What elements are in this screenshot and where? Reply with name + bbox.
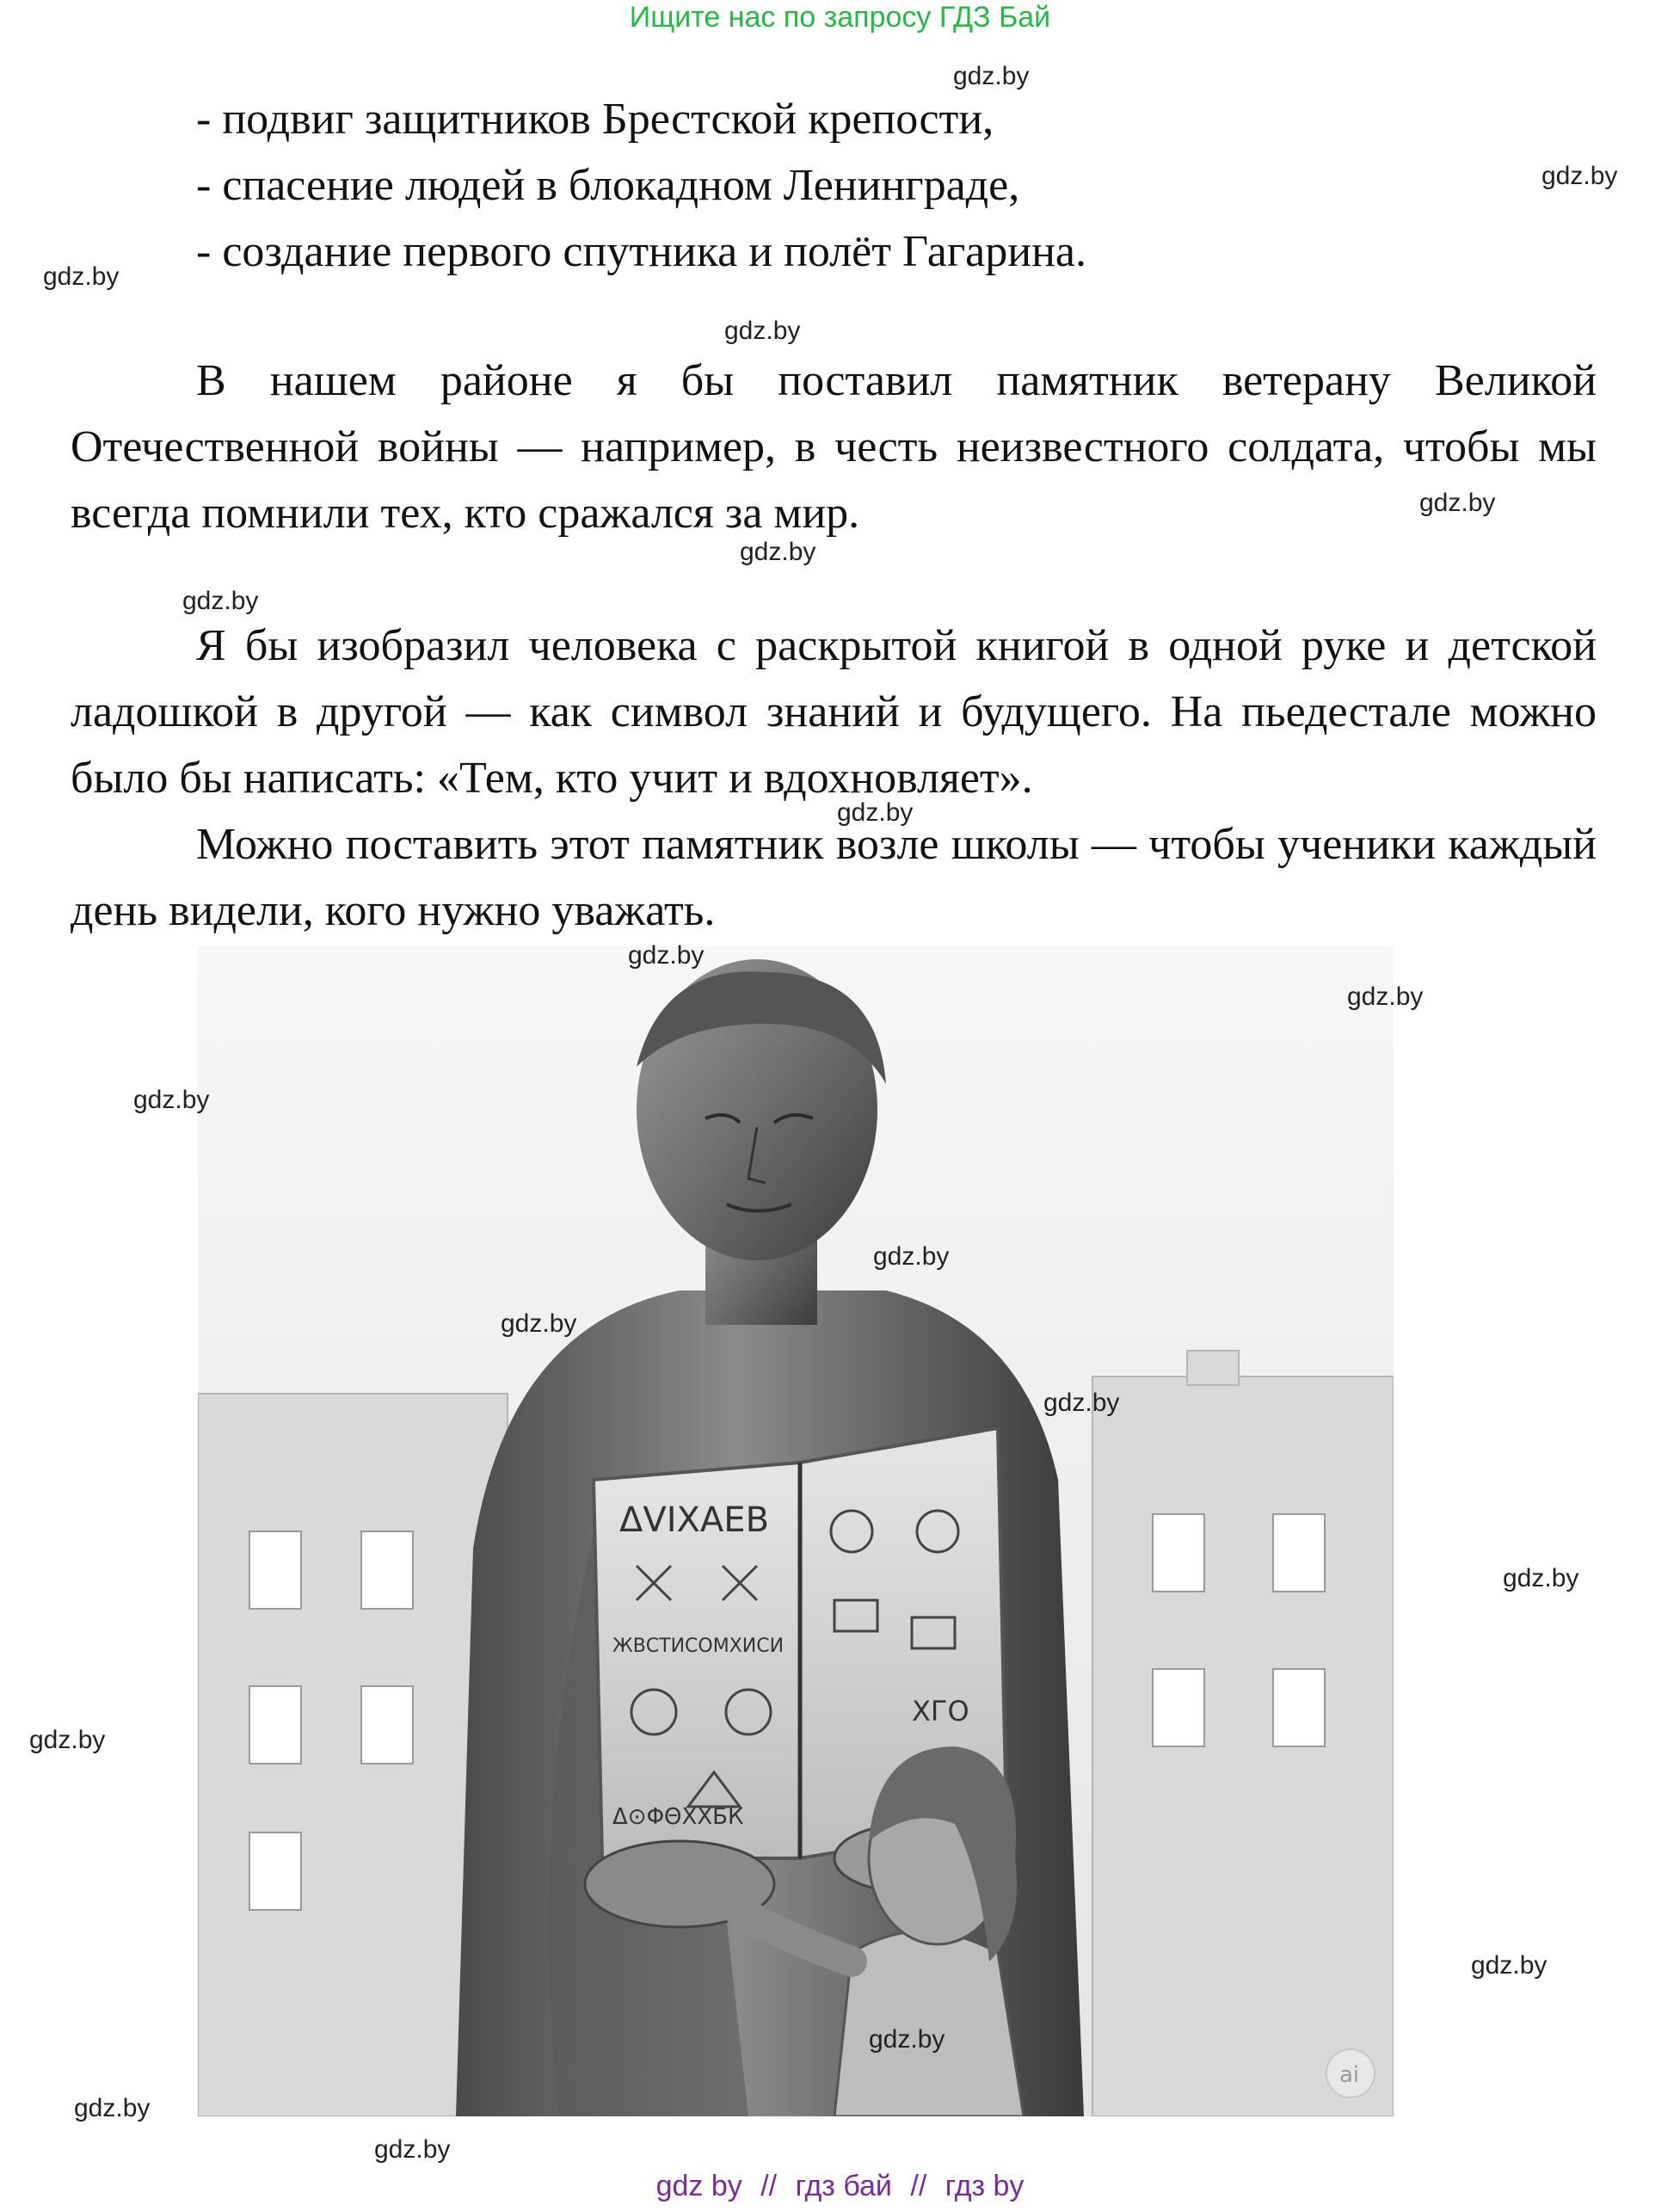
paragraph-monument-design: Я бы изобразил человека с раскрытой книгой в одной руке и детской ладошкой в другой — как символ знаний и будущего. На пьедестале можно было бы написать: «Тем, кто учит и вдохновляет». xyxy=(71,621,1597,803)
footer-links xyxy=(0,2170,1680,2203)
footer-separator: // xyxy=(760,2170,778,2202)
watermark: gdz.by xyxy=(724,317,801,345)
watermark: gdz.by xyxy=(869,2025,945,2054)
watermark: gdz.by xyxy=(43,262,120,291)
footer-separator: // xyxy=(910,2170,927,2202)
watermark: gdz.by xyxy=(628,941,705,970)
watermark: gdz.by xyxy=(1542,162,1618,190)
book-left-bottom: Δ⊙ΦΘXXБК xyxy=(612,1804,744,1830)
monument-illustration xyxy=(198,946,1394,2116)
watermark: gdz.by xyxy=(837,798,914,827)
book-right-text: XГО xyxy=(912,1695,969,1728)
bullet-item: - подвиг защитников Брестской крепости, xyxy=(196,95,994,144)
paragraph-monument-location: В нашем районе я бы поставил памятник ветерану Великой Отечественной войны — например, в честь неизвестного солдата, чтобы мы всегда помнили тех, кто сражался за мир. xyxy=(71,356,1597,538)
bullet-item: - спасение людей в блокадном Ленинграде, xyxy=(196,161,1020,210)
watermark: gdz.by xyxy=(1419,489,1496,517)
watermark: gdz.by xyxy=(1347,982,1424,1011)
watermark: gdz.by xyxy=(501,1309,577,1338)
watermark: gdz.by xyxy=(740,538,816,566)
paragraph-monument-place: Можно поставить этот памятник возле школы — чтобы ученики каждый день видели, кого нужно уважать. xyxy=(71,820,1597,935)
watermark: gdz.by xyxy=(374,2135,451,2164)
bullet-item: - создание первого спутника и полёт Гагарина. xyxy=(196,227,1086,276)
footer-link-gdz-by[interactable]: gdz by xyxy=(655,2170,742,2202)
search-hint-link[interactable]: Ищите нас по запросу ГДЗ Бай xyxy=(629,1,1051,34)
monument-drawing xyxy=(198,946,1394,2116)
watermark: gdz.by xyxy=(1503,1564,1579,1592)
ai-badge: ai xyxy=(1339,2062,1360,2088)
watermark: gdz.by xyxy=(74,2094,151,2122)
watermark: gdz.by xyxy=(873,1242,950,1271)
watermark: gdz.by xyxy=(1471,1951,1548,1980)
watermark: gdz.by xyxy=(1043,1389,1120,1417)
bullet-list xyxy=(196,86,1086,285)
book-left-row: ЖВСТИСОМХИСИ xyxy=(612,1635,785,1657)
watermark: gdz.by xyxy=(953,62,1030,90)
footer-link-gdz-bai[interactable]: гдз бай xyxy=(795,2170,892,2202)
watermark: gdz.by xyxy=(133,1086,210,1114)
watermark: gdz.by xyxy=(29,1726,106,1754)
book-left-heading: ΔVIXAEB xyxy=(619,1500,770,1540)
footer-link-gdz-by-cyr[interactable]: гдз by xyxy=(945,2170,1025,2202)
watermark: gdz.by xyxy=(182,587,259,615)
